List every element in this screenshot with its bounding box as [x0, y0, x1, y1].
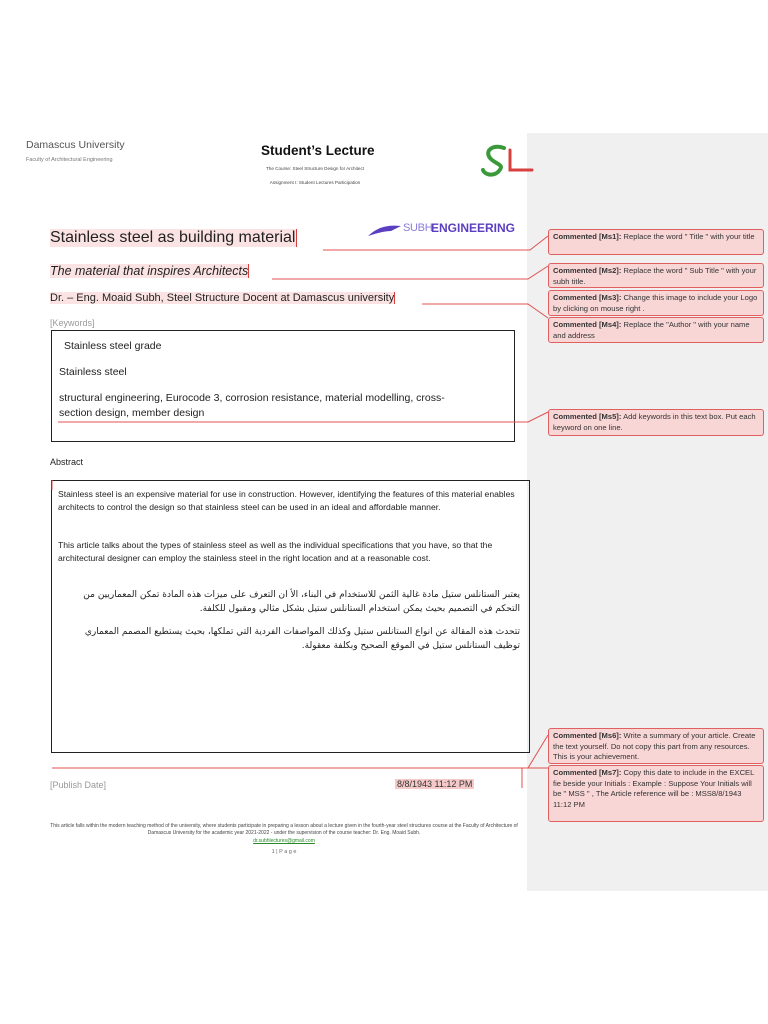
article-subtitle[interactable]: The material that inspires Architects [50, 264, 249, 278]
comment-tag: Commented [Ms3]: [553, 293, 622, 302]
comment-tag: Commented [Ms4]: [553, 320, 622, 329]
keywords-label: [Keywords] [50, 318, 95, 328]
brand-bold-text: ENGINEERING [431, 221, 516, 235]
comment-tag: Commented [Ms7]: [553, 768, 622, 777]
publish-date-label: [Publish Date] [50, 780, 107, 790]
comment-text: Change this image to include your Logo by clicking on mouse right . [553, 293, 758, 313]
keyword-line: Stainless steel [59, 366, 127, 378]
comment-tag: Commented [Ms2]: [553, 266, 622, 275]
keyword-line: Stainless steel grade [64, 340, 162, 352]
keyword-line: section design, member design [59, 407, 205, 419]
article-author[interactable]: Dr. – Eng. Moaid Subh, Steel Structure Docent at Damascus university [50, 292, 395, 304]
comment-text: Write a summary of your article. Create the text yourself. Do not copy this part from any resources. This is your achievement. [553, 731, 756, 761]
comment-text: Replace the word " Title " with your title [623, 232, 755, 241]
brand-light-text: SUBH [403, 222, 433, 234]
comment-tag: Commented [Ms6]: [553, 731, 622, 740]
comment-ms7[interactable] [548, 765, 764, 822]
footer-note: This article falls within the modern teaching method of the university, where students participate in preparing a lesson about a lecture given in the fourth-year steel structures course at the Faculty of Architecture of Damascus University for the academic year 2021-2022 - under the supervision of the course teacher: Dr. Eng. Moaid Subh. [50, 823, 518, 836]
course-line: The Course: Steel Structure Design for Architect [265, 166, 365, 171]
comment-ms1[interactable] [548, 229, 764, 255]
publish-date-value[interactable]: 8/8/1943 11:12 PM [397, 779, 473, 789]
comment-ms6[interactable] [548, 728, 764, 764]
abstract-label: Abstract [50, 457, 84, 467]
article-title[interactable]: Stainless steel as building material [50, 229, 296, 246]
assignment-line: Assignment I: Student Lectures Participation [269, 180, 361, 185]
abstract-paragraph: This article talks about the types of stainless steel as well as the individual specifications that you have, so that the architectural designer can employ the stainless steel in the right location and at a reasonable cost. [58, 540, 493, 563]
keyword-line: structural engineering, Eurocode 3, corrosion resistance, material modelling, cross- [59, 392, 445, 404]
comment-ms5[interactable] [548, 409, 764, 436]
comment-ms2[interactable] [548, 263, 764, 288]
comment-text: Add keywords in this text box. Put each keyword on one line. [553, 412, 756, 432]
footer-email-link[interactable]: dr.subhlectures@gmail.com [253, 838, 315, 844]
comment-text: Replace the word " Sub Title " with your subh title. [553, 266, 757, 286]
page-number: 1 | P a g e [271, 849, 297, 855]
comment-text: Copy this date to include in the EXCEL fie beside your Initials : Example : Suppose Your Initials will be " MSS " , The Article reference will be : MSS8/8/1943 11:12 PM [553, 768, 755, 809]
comment-ms3[interactable] [548, 290, 764, 316]
abstract-arabic-paragraph: تتحدث هذه المقالة عن انواع الستانلس ستيل وكذلك المواصفات الفردية التي تملكها، بحيث يستطيع المصمم المعماري توظيف الستانلس ستيل في الموقع الصحيح وبكلفة معقولة. [84, 627, 520, 651]
abstract-arabic-paragraph: يعتبر الستانلس ستيل مادة غالية الثمن للاستخدام في البناء، الأ ان التعرف على ميزات هذه المادة تمكن المعماريين من التحكم في التصميم بحيث يمكن استخدام الستانلس ستيل بشكل مثالي ومقبول للكلفة. [83, 590, 520, 614]
lecture-title: Student’s Lecture [261, 143, 375, 158]
comment-tag: Commented [Ms5]: [553, 412, 622, 421]
abstract-paragraph: Stainless steel is an expensive material for use in construction. However, identifying the features of this material enables architects to control the design so that stainless steel can be used in an ideal and affordable manner. [58, 489, 515, 512]
comment-text: Replace the "Author " with your name and address [553, 320, 750, 340]
comment-tag: Commented [Ms1]: [553, 232, 622, 241]
faculty-name: Faculty of Architectural Engineering [26, 157, 113, 163]
university-name: Damascus University [26, 139, 125, 151]
comment-ms4[interactable] [548, 317, 764, 343]
